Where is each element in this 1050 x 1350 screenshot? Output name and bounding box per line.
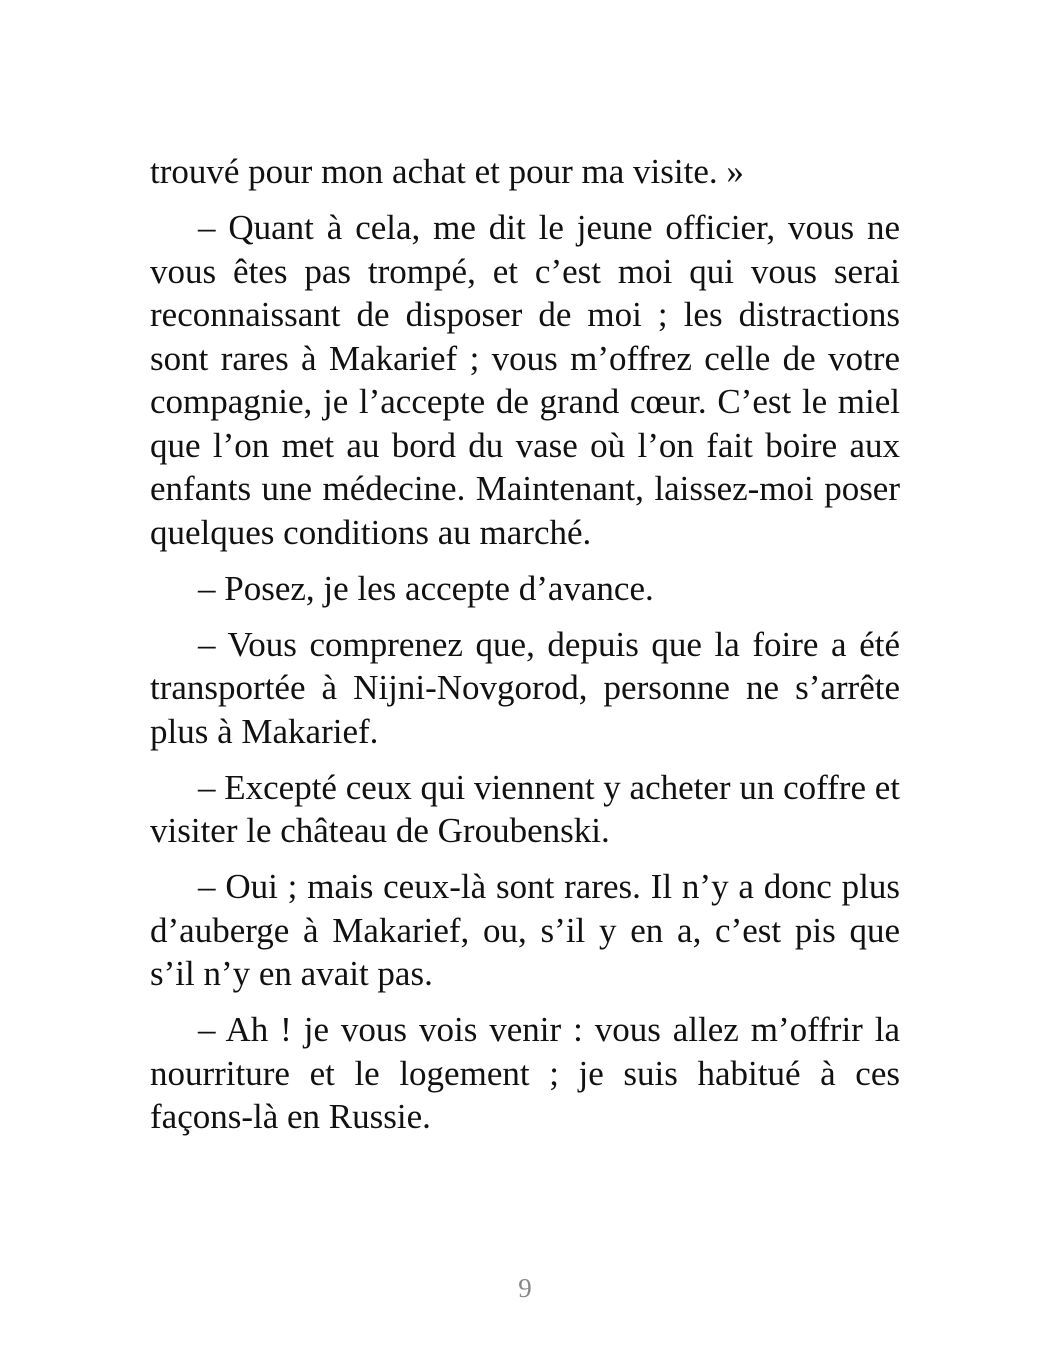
page-number: 9 — [518, 1273, 532, 1303]
paragraph-vous-comprenez: – Vous comprenez que, depuis que la foire a été transportée à Nijni-Novgorod, personne ne s’arrête plus à Makarief. — [150, 624, 900, 751]
paragraph-oui: – Oui ; mais ceux-là sont rares. Il n’y a donc plus d’auberge à Makarief, ou, s’il y en a, c’est pis que s’il n’y en avait pas. — [150, 867, 900, 993]
page-body — [150, 150, 900, 1151]
paragraph-posez: – Posez, je les accepte d’avance. — [198, 568, 654, 608]
paragraph-continuation: trouvé pour mon achat et pour ma visite. » — [150, 152, 744, 191]
paragraph-officer-reply: – Quant à cela, me dit le jeune officier, vous ne vous êtes pas trompé, et c’est moi qui vous serai reconnaissant de disposer de moi ; les distractions sont rares à Makarief ; vous m’offrez celle de votre compagnie, je l’accepte de grand cœur. C’est le miel que l’on met au bord du vase où l’on fait boire aux enfants une médecine. Maintenant, laissez-moi poser quelques conditions au marché. — [150, 208, 900, 552]
paragraph-ah: – Ah ! je vous vois venir : vous allez m’offrir la nourriture et le logement ; je suis habitué à ces façons-là en Russie. — [150, 1010, 900, 1136]
paragraph-excepte: – Excepté ceux qui viennent y acheter un coffre et visiter le château de Groubenski. — [150, 767, 900, 850]
